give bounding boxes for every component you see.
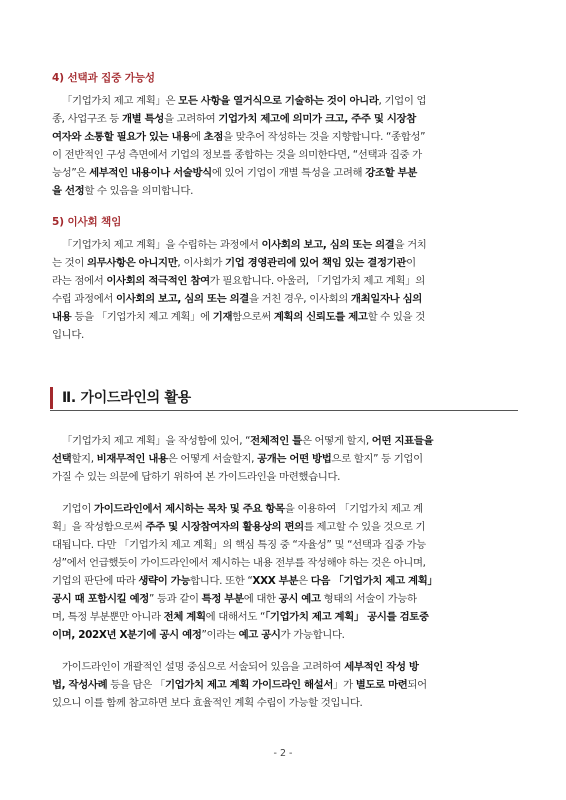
text-line: 내용 등을 「기업가치 제고 계획」에 기재함으로써 계획의 신뢰도를 제고할 수 있을 것 bbox=[52, 311, 425, 323]
section-2-paragraph-1 bbox=[52, 432, 516, 486]
text-line: 획」을 작성함으로써 주주 및 시장참여자의 활용상의 편의를 제고할 수 있을 것으로 기 bbox=[52, 521, 426, 533]
text-line: 기업의 판단에 따라 생략이 가능합니다. 또한 “XXX 부분은 다음 「기업가치 제고 계획」 bbox=[52, 575, 438, 587]
text-line: 수립 과정에서 이사회의 보고, 심의 또는 의결을 거친 경우, 이사회의 개최일자나 심의 bbox=[52, 293, 422, 305]
text-line: 입니다. bbox=[52, 329, 85, 341]
text-line: 「기업가치 제고 계획」을 작성함에 있어, “전체적인 틀은 어떻게 할지, 어떤 지표들을 bbox=[62, 435, 434, 447]
section-5-heading: 5) 이사회 책임 bbox=[52, 216, 122, 228]
text-line: 여자와 소통할 필요가 있는 내용에 초점을 맞추어 작성하는 것을 지향합니다. “종합성” bbox=[52, 131, 426, 143]
section-5-body bbox=[52, 236, 516, 344]
text-line: 기업이 가이드라인에서 제시하는 목차 및 주요 항목을 이용하여 「기업가치 제고 계 bbox=[62, 503, 423, 515]
section-2-paragraph-2 bbox=[52, 500, 516, 644]
text-line: 성”에서 언급했듯이 가이드라인에서 제시하는 내용 전부를 작성해야 하는 것은 아니며, bbox=[52, 557, 426, 569]
text-line: 있으니 이를 함께 참고하면 보다 효율적인 계획 수립이 가능할 것입니다. bbox=[52, 697, 363, 709]
text-line: 이 전반적인 구성 측면에서 기업의 정보를 종합하는 것을 의미한다면, “선택과 집중 가 bbox=[52, 149, 422, 161]
section-4-body bbox=[52, 92, 516, 200]
page-number: - 2 - bbox=[273, 748, 293, 759]
text-line: 가질 수 있는 의문에 답하기 위하여 본 가이드라인을 마련했습니다. bbox=[52, 471, 341, 483]
text-line: 선택할지, 비재무적인 내용은 어떻게 서술할지, 공개는 어떤 방법으로 할지” 등 기업이 bbox=[52, 453, 423, 465]
section-4-heading: 4) 선택과 집중 가능성 bbox=[52, 72, 155, 84]
text-line: 공시 때 포함시킬 예정” 등과 같이 특정 부분에 대한 공시 예고 형태의 서술이 가능하 bbox=[52, 593, 417, 605]
text-line: 법, 작성사례 등을 담은 「기업가치 제고 계획 가이드라인 해설서」가 별도로 마련되어 bbox=[52, 679, 427, 691]
text-line: 는 것이 의무사항은 아니지만, 이사회가 기업 경영관리에 있어 책임 있는 결정기관이 bbox=[52, 257, 416, 269]
text-line: 종, 사업구조 등 개별 특성을 고려하여 기업가치 제고에 의미가 크고, 주주 및 시장참 bbox=[52, 113, 416, 125]
text-line: 을 선정할 수 있음을 의미합니다. bbox=[52, 185, 194, 197]
text-line: 이며, 202X년 X분기에 공시 예정”이라는 예고 공시가 가능합니다. bbox=[52, 629, 345, 641]
text-line: 가이드라인이 개괄적인 설명 중심으로 서술되어 있음을 고려하여 세부적인 작성 방 bbox=[62, 661, 419, 673]
section-accent-bar bbox=[50, 387, 53, 409]
text-line: 며, 특정 부분뿐만 아니라 전체 계획에 대해서도 “「기업가치 제고 계획」 공시를 검토중 bbox=[52, 611, 429, 623]
text-line: 「기업가치 제고 계획」은 모든 사항을 열거식으로 기술하는 것이 아니라, 기업이 업 bbox=[62, 95, 427, 107]
text-line: 능성”은 세부적인 내용이나 서술방식에 있어 기업이 개별 특성을 고려해 강조할 부분 bbox=[52, 167, 417, 179]
section-2-title: Ⅱ. 가이드라인의 활용 bbox=[62, 390, 191, 406]
text-line: 대됩니다. 다만 「기업가치 제고 계획」의 핵심 특징 중 “자율성” 및 “선택과 집중 가능 bbox=[52, 539, 426, 551]
section-2-paragraph-3 bbox=[52, 658, 516, 712]
text-line: 「기업가치 제고 계획」을 수립하는 과정에서 이사회의 보고, 심의 또는 의결을 거치 bbox=[62, 239, 427, 251]
section-2-header bbox=[50, 384, 518, 411]
text-line: 라는 점에서 이사회의 적극적인 참여가 필요합니다. 아울러, 「기업가치 제고 계획」의 bbox=[52, 275, 425, 287]
